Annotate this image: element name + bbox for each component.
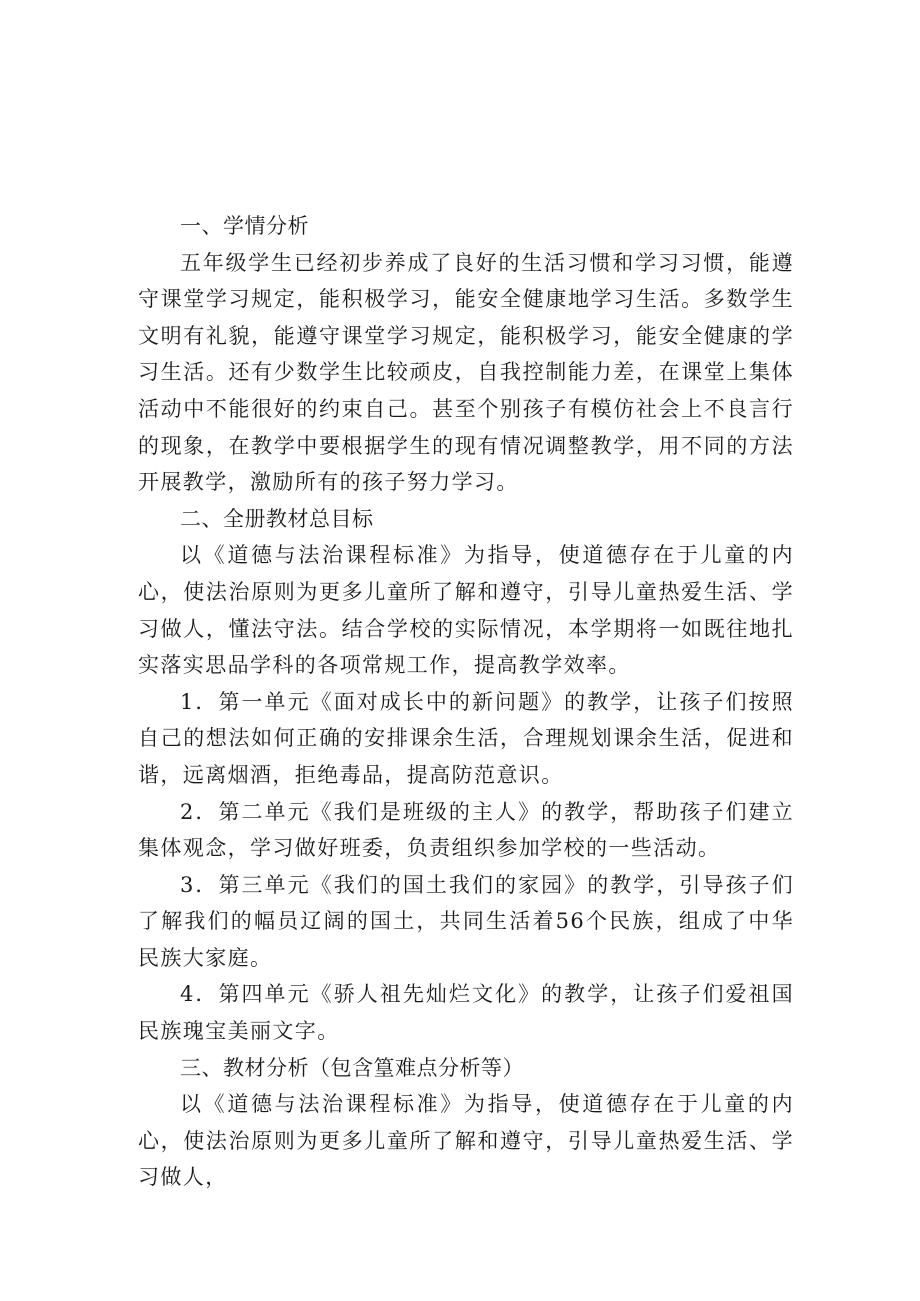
section-heading: 一、学情分析 [180,214,309,238]
section-textbook-analysis [138,1050,794,1196]
section-heading: 二、全册教材总目标 [180,506,374,531]
unit-item: 2．第二单元《我们是班级的主人》的教学，帮助孩子们建立集体观念，学习做好班委，负责组织参加学校的一些活动。 [138,799,794,861]
document-page [138,208,794,1196]
unit-item: 4．第四单元《骄人祖先灿烂文化》的教学，让孩子们爱祖国民族瑰宝美丽文字。 [138,982,794,1044]
paragraph: 以《道德与法治课程标准》为指导，使道德存在于儿童的内心，使法治原则为更多儿童所了解和遵守，引导儿童热爱生活、学习做人，懂法守法。结合学校的实际情况，本学期将一如既往地扎实落实思品学科的各项常规工作，提高教学效率。 [138,543,794,678]
unit-item: 3．第三单元《我们的国土我们的家园》的教学，引导孩子们了解我们的幅员辽阔的国土，共同生活着56个民族，组成了中华民族大家庭。 [138,872,794,970]
unit-item: 1．第一单元《面对成长中的新问题》的教学，让孩子们按照自己的想法如何正确的安排课余生活，合理规划课余生活，促进和谐，远离烟酒，拒绝毒品，提高防范意识。 [138,689,794,787]
paragraph: 以《道德与法治课程标准》为指导，使道德存在于儿童的内心，使法治原则为更多儿童所了解和遵守，引导儿童热爱生活、学习做人， [138,1092,794,1190]
section-learning-analysis [138,208,794,501]
section-textbook-goals [138,501,794,1050]
section-heading: 三、教材分析（包含篁难点分析等） [180,1055,524,1080]
paragraph: 五年级学生已经初步养成了良好的生活习惯和学习习惯，能遵守课堂学习规定，能积极学习，能安全健康地学习生活。多数学生文明有礼貌，能遵守课堂学习规定，能积极学习，能安全健康的学习生活。还有少数学生比较顽皮，自我控制能力差，在课堂上集体活动中不能很好的约束自己。甚至个别孩子有模仿社会上不良言行的现象，在教学中要根据学生的现有情况调整教学，用不同的方法开展教学，激励所有的孩子努力学习。 [138,250,794,495]
